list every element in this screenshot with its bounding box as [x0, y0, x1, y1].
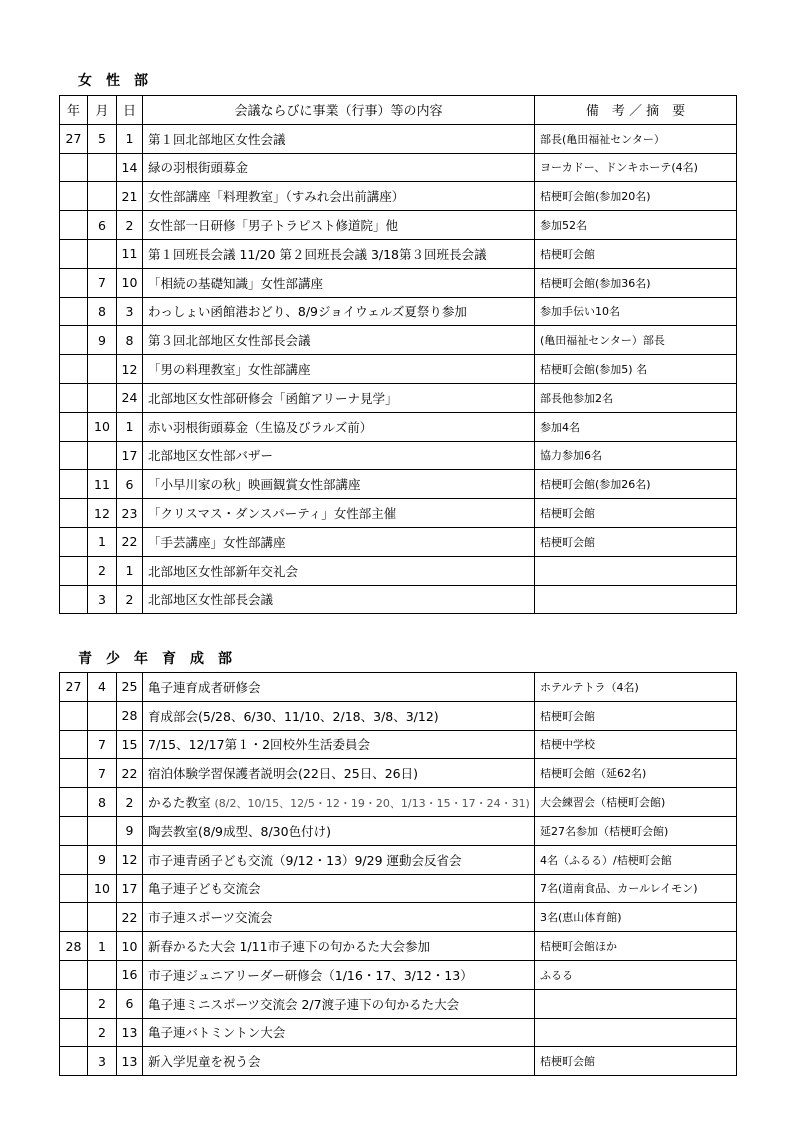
notes-cell: 参加手伝い10名 [535, 297, 737, 326]
notes-cell: 延27名参加（桔梗町会館) [535, 816, 737, 845]
year-cell: 27 [60, 124, 88, 153]
day-cell: 1 [117, 124, 143, 153]
content-cell: 北部地区女性部長会議 [143, 585, 535, 614]
day-cell: 21 [117, 182, 143, 211]
content-cell: 7/15、12/17第１・2回校外生活委員会 [143, 730, 535, 759]
month-cell [88, 239, 117, 268]
day-cell: 2 [117, 211, 143, 240]
day-cell: 12 [117, 845, 143, 874]
table-row [60, 182, 737, 211]
month-cell: 4 [88, 673, 117, 702]
table-row [60, 788, 737, 817]
content-cell: 第３回北部地区女性部長会議 [143, 326, 535, 355]
content-cell: 「手芸講座」女性部講座 [143, 527, 535, 556]
day-cell: 9 [117, 816, 143, 845]
notes-cell: 7名(道南食品、カールレイモン) [535, 874, 737, 903]
content-cell: 「クリスマス・ダンスパーティ」女性部主催 [143, 499, 535, 528]
month-cell [88, 903, 117, 932]
table-row [60, 816, 737, 845]
notes-cell: 桔梗町会館 [535, 527, 737, 556]
day-cell: 28 [117, 701, 143, 730]
session-dates: (8/2、10/15、12/5・12・19・20、1/13・15・17・24・31) [214, 797, 530, 811]
year-cell [60, 297, 88, 326]
month-cell: 10 [88, 874, 117, 903]
year-cell [60, 1018, 88, 1047]
year-cell [60, 412, 88, 441]
day-cell: 10 [117, 268, 143, 297]
table-row [60, 383, 737, 412]
table-row [60, 1047, 737, 1076]
notes-cell: 4名（ふるる）/桔梗町会館 [535, 845, 737, 874]
notes-cell: (亀田福祉センター）部長 [535, 326, 737, 355]
month-cell: 9 [88, 845, 117, 874]
table-row [60, 874, 737, 903]
notes-cell: 桔梗町会館 [535, 239, 737, 268]
month-cell: 6 [88, 211, 117, 240]
year-cell [60, 989, 88, 1018]
month-cell: 7 [88, 268, 117, 297]
day-cell: 22 [117, 903, 143, 932]
day-cell: 8 [117, 326, 143, 355]
day-cell: 22 [117, 759, 143, 788]
table-row [60, 960, 737, 989]
women-section-title: 女 性 部 [78, 73, 148, 89]
year-cell [60, 326, 88, 355]
content-cell: 第１回北部地区女性会議 [143, 124, 535, 153]
notes-cell: ヨーカドー、ドンキホーテ(4名) [535, 153, 737, 182]
day-cell: 25 [117, 673, 143, 702]
year-cell [60, 441, 88, 470]
notes-cell [535, 1018, 737, 1047]
day-cell: 15 [117, 730, 143, 759]
content-cell: 陶芸教室(8/9成型、8/30色付け) [143, 816, 535, 845]
table-row [60, 211, 737, 240]
year-cell [60, 960, 88, 989]
day-cell: 23 [117, 499, 143, 528]
notes-cell: 大会練習会（桔梗町会館) [535, 788, 737, 817]
table-row [60, 268, 737, 297]
table-row [60, 556, 737, 585]
notes-cell: 桔梗町会館 [535, 1047, 737, 1076]
table-row [60, 441, 737, 470]
content-cell: 北部地区女性部新年交礼会 [143, 556, 535, 585]
content-cell: 北部地区女性部バザー [143, 441, 535, 470]
notes-cell: 3名(恵山体育館) [535, 903, 737, 932]
month-cell [88, 383, 117, 412]
content-cell: 北部地区女性部研修会「函館アリーナ見学」 [143, 383, 535, 412]
table-row [60, 989, 737, 1018]
header-row [60, 96, 737, 125]
day-cell: 13 [117, 1047, 143, 1076]
day-cell: 1 [117, 412, 143, 441]
year-cell [60, 845, 88, 874]
youth-activity-table [59, 672, 737, 1076]
table-row [60, 759, 737, 788]
content-cell: 亀子連バトミントン大会 [143, 1018, 535, 1047]
month-cell: 3 [88, 585, 117, 614]
table-row [60, 124, 737, 153]
table-row [60, 701, 737, 730]
table-row [60, 297, 737, 326]
month-cell: 7 [88, 759, 117, 788]
notes-cell [535, 989, 737, 1018]
notes-cell: ふるる [535, 960, 737, 989]
table-row [60, 326, 737, 355]
year-cell [60, 470, 88, 499]
content-cell: 新春かるた大会 1/11市子連下の句かるた大会参加 [143, 932, 535, 961]
day-cell: 3 [117, 297, 143, 326]
table-row [60, 499, 737, 528]
year-cell [60, 268, 88, 297]
month-cell: 2 [88, 1018, 117, 1047]
table-row [60, 932, 737, 961]
notes-cell: 桔梗町会館(参加36名) [535, 268, 737, 297]
day-cell: 6 [117, 989, 143, 1018]
content-cell: 市子連青函子ども交流（9/12・13）9/29 運動会反省会 [143, 845, 535, 874]
notes-cell [535, 585, 737, 614]
day-cell: 11 [117, 239, 143, 268]
year-cell [60, 874, 88, 903]
month-cell [88, 441, 117, 470]
year-cell: 28 [60, 932, 88, 961]
content-cell: 市子連ジュニアリーダー研修会（1/16・17、3/12・13） [143, 960, 535, 989]
table-row [60, 153, 737, 182]
day-cell: 6 [117, 470, 143, 499]
month-cell: 3 [88, 1047, 117, 1076]
day-cell: 13 [117, 1018, 143, 1047]
notes-cell: 協力参加6名 [535, 441, 737, 470]
notes-cell: 桔梗町会館（延62名) [535, 759, 737, 788]
day-cell: 12 [117, 355, 143, 384]
table-row [60, 527, 737, 556]
day-cell: 17 [117, 874, 143, 903]
year-cell [60, 499, 88, 528]
day-cell: 2 [117, 788, 143, 817]
month-cell [88, 960, 117, 989]
day-cell: 16 [117, 960, 143, 989]
year-cell [60, 383, 88, 412]
header-year: 年 [60, 96, 88, 125]
year-cell [60, 239, 88, 268]
content-cell: 第１回班長会議 11/20 第２回班長会議 3/18第３回班長会議 [143, 239, 535, 268]
content-cell: わっしょい函館港おどり、8/9ジョイウェルズ夏祭り参加 [143, 297, 535, 326]
month-cell: 11 [88, 470, 117, 499]
year-cell [60, 585, 88, 614]
header-month: 月 [88, 96, 117, 125]
day-cell: 2 [117, 585, 143, 614]
table-row [60, 470, 737, 499]
table-row [60, 845, 737, 874]
notes-cell: 部長(亀田福祉センター） [535, 124, 737, 153]
year-cell [60, 759, 88, 788]
content-cell: 女性部一日研修「男子トラピスト修道院」他 [143, 211, 535, 240]
month-cell [88, 182, 117, 211]
content-cell: 「小早川家の秋」映画観賞女性部講座 [143, 470, 535, 499]
month-cell: 12 [88, 499, 117, 528]
year-cell [60, 556, 88, 585]
month-cell: 2 [88, 556, 117, 585]
content-cell: 亀子連育成者研修会 [143, 673, 535, 702]
month-cell: 8 [88, 297, 117, 326]
day-cell: 1 [117, 556, 143, 585]
content-cell: 緑の羽根街頭募金 [143, 153, 535, 182]
month-cell: 5 [88, 124, 117, 153]
year-cell [60, 903, 88, 932]
year-cell [60, 788, 88, 817]
year-cell [60, 182, 88, 211]
day-cell: 17 [117, 441, 143, 470]
notes-cell: 桔梗町会館 [535, 701, 737, 730]
month-cell: 7 [88, 730, 117, 759]
table-row [60, 1018, 737, 1047]
year-cell [60, 730, 88, 759]
notes-cell: 桔梗中学校 [535, 730, 737, 759]
content-cell: 新入学児童を祝う会 [143, 1047, 535, 1076]
content-text: かるた教室 [148, 795, 215, 811]
month-cell [88, 355, 117, 384]
notes-cell: 桔梗町会館 [535, 499, 737, 528]
table-row [60, 730, 737, 759]
content-cell [143, 788, 535, 817]
month-cell: 1 [88, 932, 117, 961]
year-cell: 27 [60, 673, 88, 702]
content-cell: 市子連スポーツ交流会 [143, 903, 535, 932]
table-row [60, 673, 737, 702]
notes-cell: ホテルテトラ（4名) [535, 673, 737, 702]
notes-cell: 参加52名 [535, 211, 737, 240]
header-notes: 備 考 ／ 摘 要 [535, 96, 737, 125]
content-cell: 「相続の基礎知識」女性部講座 [143, 268, 535, 297]
notes-cell [535, 556, 737, 585]
year-cell [60, 1047, 88, 1076]
notes-cell: 桔梗町会館(参加5) 名 [535, 355, 737, 384]
year-cell [60, 355, 88, 384]
month-cell [88, 153, 117, 182]
month-cell: 9 [88, 326, 117, 355]
month-cell: 2 [88, 989, 117, 1018]
month-cell: 1 [88, 527, 117, 556]
header-content: 会議ならびに事業（行事）等の内容 [143, 96, 535, 125]
table-row [60, 585, 737, 614]
content-cell: 宿泊体験学習保護者説明会(22日、25日、26日) [143, 759, 535, 788]
content-cell: 赤い羽根街頭募金（生協及びラルズ前） [143, 412, 535, 441]
month-cell [88, 816, 117, 845]
notes-cell: 部長他参加2名 [535, 383, 737, 412]
youth-section-title: 青 少 年 育 成 部 [78, 651, 232, 667]
day-cell: 24 [117, 383, 143, 412]
content-cell: 女性部講座「料理教室」（すみれ会出前講座） [143, 182, 535, 211]
notes-cell: 参加4名 [535, 412, 737, 441]
month-cell: 10 [88, 412, 117, 441]
year-cell [60, 527, 88, 556]
table-row [60, 903, 737, 932]
notes-cell: 桔梗町会館ほか [535, 932, 737, 961]
notes-cell: 桔梗町会館(参加26名) [535, 470, 737, 499]
women-activity-table [59, 95, 737, 614]
year-cell [60, 211, 88, 240]
table-row [60, 412, 737, 441]
month-cell [88, 701, 117, 730]
year-cell [60, 816, 88, 845]
content-cell: 亀子連子ども交流会 [143, 874, 535, 903]
content-cell: 「男の料理教室」女性部講座 [143, 355, 535, 384]
header-day: 日 [117, 96, 143, 125]
table-row [60, 355, 737, 384]
table-row [60, 239, 737, 268]
year-cell [60, 153, 88, 182]
day-cell: 22 [117, 527, 143, 556]
notes-cell: 桔梗町会館(参加20名) [535, 182, 737, 211]
day-cell: 10 [117, 932, 143, 961]
day-cell: 14 [117, 153, 143, 182]
content-cell: 育成部会(5/28、6/30、11/10、2/18、3/8、3/12) [143, 701, 535, 730]
year-cell [60, 701, 88, 730]
content-cell: 亀子連ミニスポーツ交流会 2/7渡子連下の句かるた大会 [143, 989, 535, 1018]
month-cell: 8 [88, 788, 117, 817]
